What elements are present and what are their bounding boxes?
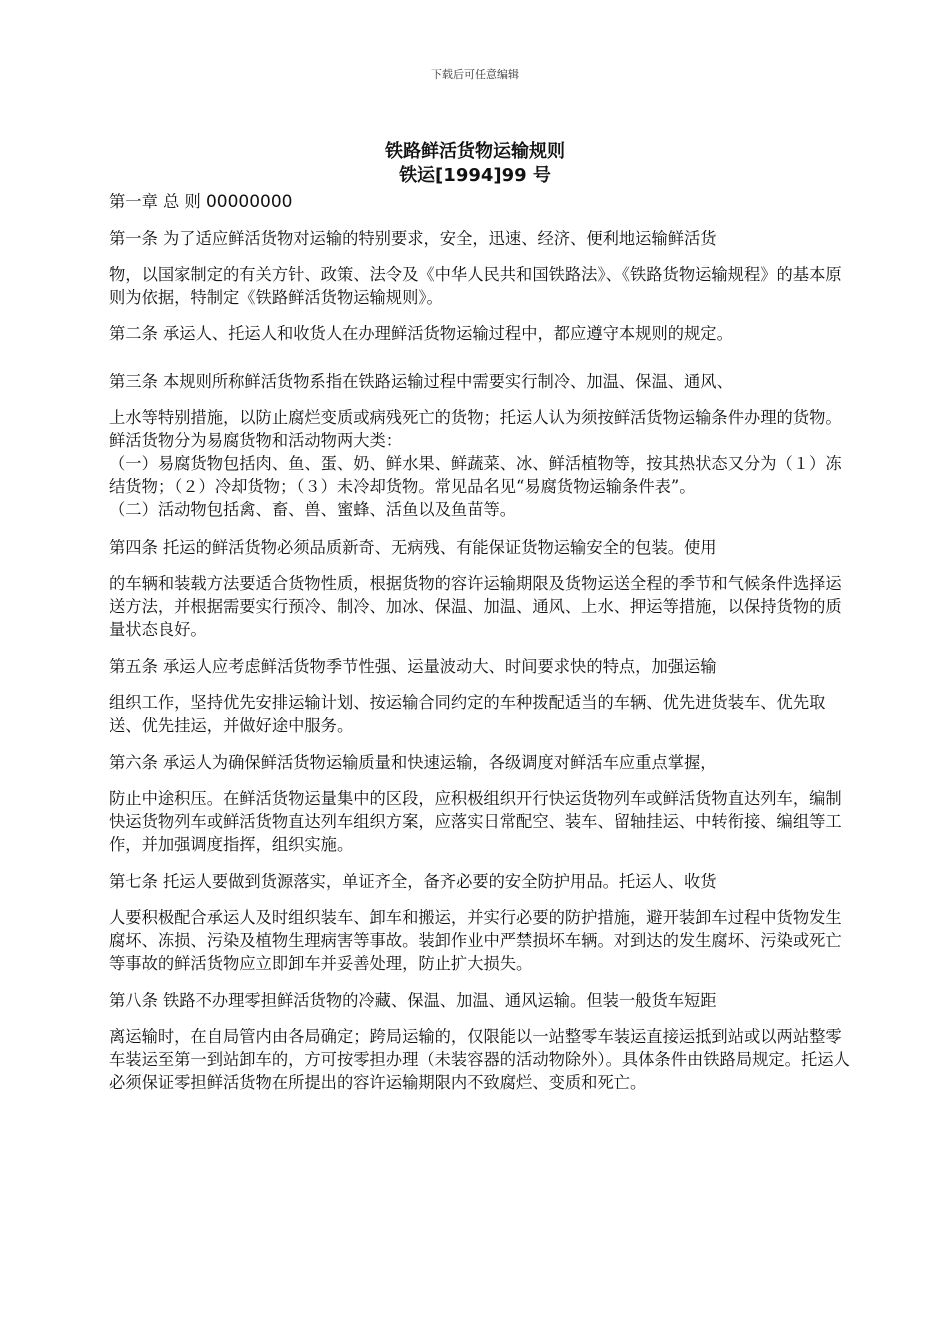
chapter-heading: [109, 190, 854, 214]
article-5: [109, 655, 854, 737]
article-4-continuation: 的车辆和装载方法要适合货物性质，根据货物的容许运输期限及货物运送全程的季节和气候条件选择运送方法，并根据需要实行预冷、制冷、加冰、保温、加温、通风、上水、押运等措施，以保持货物的质量状态良好。: [109, 574, 842, 639]
classification-intro: 鲜活货物分为易腐货物和活动物两大类：: [109, 431, 403, 450]
article-1: [109, 227, 854, 309]
title-line-2: 铁运[1994]99 号: [399, 165, 551, 186]
article-6-continuation: 防止中途积压。在鲜活货物运量集中的区段，应积极组织开行快运货物列车或鲜活货物直达列车，编制快运货物列车或鲜活货物直达列车组织方案，应落实日常配空、装车、留轴挂运、中转衔接、编组等工作，并加强调度指挥，组织实施。: [109, 789, 842, 854]
article-3: [109, 370, 854, 429]
article-2-text: 第二条 承运人、托运人和收货人在办理鲜活货物运输过程中，都应遵守本规则的规定。: [109, 324, 733, 343]
article-1-continuation: 物，以国家制定的有关方针、政策、法令及《中华人民共和国铁路法》、《铁路货物运输规程》的基本原则为依据，特制定《铁路鲜活货物运输规则》。: [109, 265, 842, 307]
article-3-first-line: 第三条 本规则所称鲜活货物系指在铁路运输过程中需要实行制冷、加温、保温、通风、: [109, 372, 733, 391]
document-body: [109, 190, 854, 1094]
chapter-label: 第一章 总 则: [109, 192, 201, 211]
document-title: [0, 140, 950, 188]
article-4: [109, 536, 854, 641]
article-8: [109, 989, 854, 1094]
chapter-number: 00000000: [205, 192, 293, 212]
article-8-continuation: 离运输时，在自局管内由各局确定；跨局运输的，仅限能以一站整零车装运直接运抵到站或以两站整零车装运至第一到站卸车的，方可按零担办理（未装容器的活动物除外）。具体条件由铁路局规定。托运人必须保证零担鲜活货物在所提出的容许运输期限内不致腐烂、变质和死亡。: [109, 1027, 850, 1092]
title-line-1: 铁路鲜活货物运输规则: [385, 141, 565, 162]
article-6-first-line: 第六条 承运人为确保鲜活货物运输质量和快速运输，各级调度对鲜活车应重点掌握，: [109, 753, 717, 772]
article-5-continuation: 组织工作，坚持优先安排运输计划、按运输合同约定的车种拨配适当的车辆、优先进货装车、优先取送、优先挂运，并做好途中服务。: [109, 693, 826, 735]
article-1-first-line: 第一条 为了适应鲜活货物对运输的特别要求，安全，迅速、经济、便利地运输鲜活货: [109, 229, 717, 248]
article-7-first-line: 第七条 托运人要做到货源落实，单证齐全，备齐必要的安全防护用品。托运人、收货: [109, 872, 717, 891]
article-2: [109, 322, 854, 345]
article-5-first-line: 第五条 承运人应考虑鲜活货物季节性强、运量波动大、时间要求快的特点，加强运输: [109, 657, 717, 676]
article-8-first-line: 第八条 铁路不办理零担鲜活货物的冷藏、保温、加温、通风运输。但装一般货车短距: [109, 991, 717, 1010]
article-6: [109, 751, 854, 856]
article-7: [109, 870, 854, 975]
classification-item-1: （一）易腐货物包括肉、鱼、蛋、奶、鲜水果、鲜蔬菜、冰、鲜活植物等，按其热状态又分为（１）冻结货物；（２）冷却货物；（３）未冷却货物。常见品名见“易腐货物运输条件表”。: [109, 454, 842, 496]
classification-item-2: （二）活动物包括禽、畜、兽、蜜蜂、活鱼以及鱼苗等。: [109, 500, 517, 519]
header-note: 下载后可任意编辑: [431, 68, 519, 81]
article-3-continuation: 上水等特别措施，以防止腐烂变质或病残死亡的货物；托运人认为须按鲜活货物运输条件办理的货物。: [109, 408, 842, 427]
article-4-first-line: 第四条 托运的鲜活货物必须品质新奇、无病残、有能保证货物运输安全的包装。使用: [109, 538, 717, 557]
article-7-continuation: 人要积极配合承运人及时组织装车、卸车和搬运，并实行必要的防护措施，避开装卸车过程中货物发生腐坏、冻损、污染及植物生理病害等事故。装卸作业中严禁损坏车辆。对到达的发生腐坏、污染或死亡等事故的鲜活货物应立即卸车并妥善处理，防止扩大损失。: [109, 908, 842, 973]
